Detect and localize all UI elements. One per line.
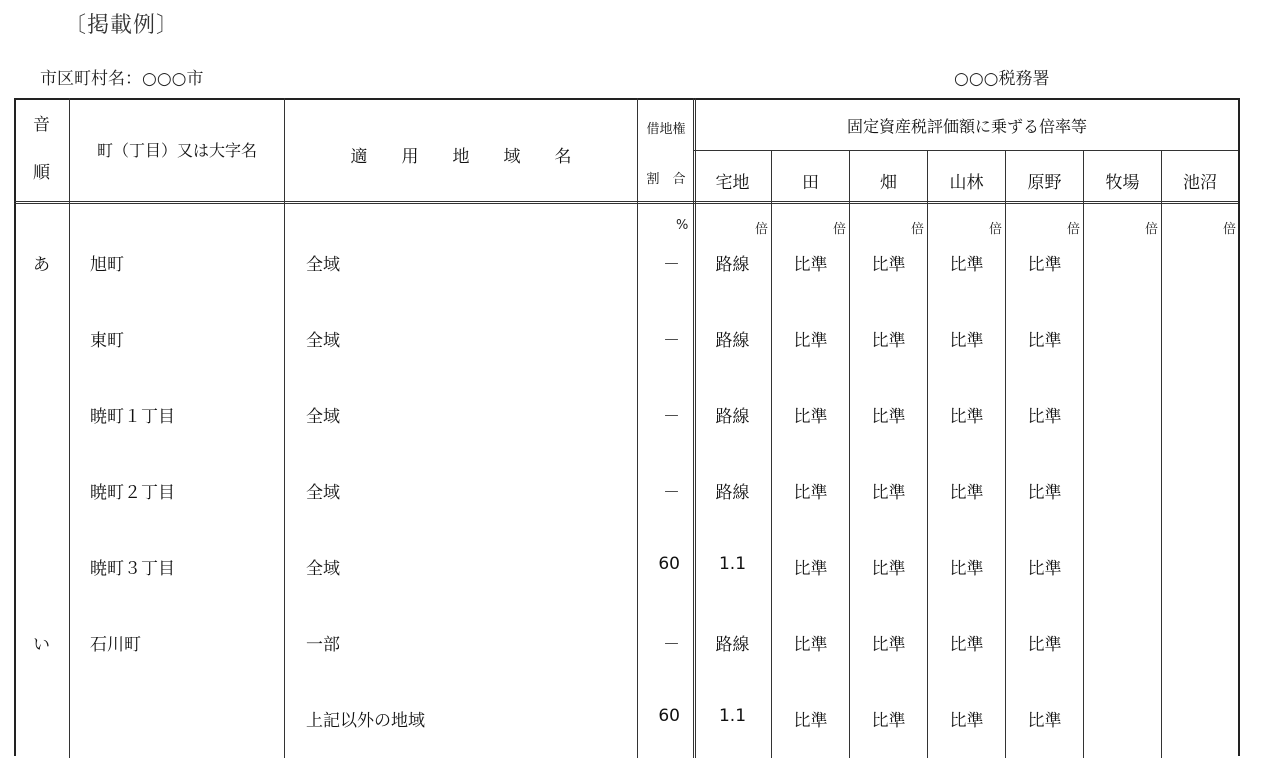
paddy-cell: 比準 [793,407,828,427]
forest-cell: 比準 [949,483,984,503]
town-cell: 東町 [90,331,124,351]
residential-cell: 路線 [715,407,750,427]
residential-cell: 路線 [715,635,750,655]
forest-cell: 比準 [949,407,984,427]
multiplier-table [14,98,1240,758]
town-cell: 石川町 [90,635,141,655]
header-multiplier-group: 固定資産税評価額に乗ずる倍率等 [846,117,1087,136]
header-col-field: 畑 [880,173,897,193]
residential-cell: 1.1 [718,706,747,726]
col-divider [69,98,70,758]
col-divider [1083,150,1084,758]
area-cell: 上記以外の地域 [306,711,425,731]
field-cell: 比準 [871,255,906,275]
unit-times: 倍 [1223,222,1237,237]
unit-times: 倍 [755,222,769,237]
header-town: 町（丁目）又は大字名 [96,141,257,160]
residential-cell: 路線 [715,255,750,275]
forest-cell: 比準 [949,255,984,275]
field-cell: 比準 [871,407,906,427]
unit-times: 倍 [989,222,1003,237]
town-cell: 暁町１丁目 [90,407,175,427]
area-cell: 全域 [306,407,340,427]
residential-cell: 路線 [715,331,750,351]
unit-times: 倍 [911,222,925,237]
col-divider [927,150,928,758]
header-leasehold-bottom: 割 合 [646,172,686,187]
field-cell: 比準 [871,559,906,579]
col-divider [637,98,638,758]
leasehold-ratio-cell: － [663,483,680,503]
paddy-cell: 比準 [793,483,828,503]
wasteland-cell: 比準 [1027,559,1062,579]
leasehold-ratio-cell: － [663,255,680,275]
wasteland-cell: 比準 [1027,635,1062,655]
forest-cell: 比準 [949,635,984,655]
header-subdivider [694,150,1238,151]
paddy-cell: 比準 [793,255,828,275]
area-cell: 全域 [306,255,340,275]
forest-cell: 比準 [949,711,984,731]
unit-percent: % [676,218,689,233]
header-col-pasture: 牧場 [1105,173,1140,193]
residential-cell: 路線 [715,483,750,503]
wasteland-cell: 比準 [1027,483,1062,503]
wasteland-cell: 比準 [1027,255,1062,275]
col-divider [693,98,696,758]
forest-cell: 比準 [949,559,984,579]
header-col-paddy: 田 [802,173,819,193]
kana-cell: あ [33,255,50,275]
town-cell: 旭町 [90,255,124,275]
town-cell: 暁町３丁目 [90,559,175,579]
area-cell: 全域 [306,331,340,351]
leasehold-ratio-cell: 60 [658,554,680,574]
paddy-cell: 比準 [793,331,828,351]
example-label: 〔掲載例〕 [64,13,180,38]
wasteland-cell: 比準 [1027,331,1062,351]
forest-cell: 比準 [949,331,984,351]
residential-cell: 1.1 [718,554,747,574]
leasehold-ratio-cell: － [663,331,680,351]
tax-office-label: ○○○税務署 [954,69,1050,89]
col-divider [284,98,285,758]
header-col-forest: 山林 [949,173,984,193]
paddy-cell: 比準 [793,635,828,655]
area-cell: 全域 [306,559,340,579]
header-order-top: 音 [33,115,50,135]
area-cell: 全域 [306,483,340,503]
header-order-bottom: 順 [33,163,50,183]
col-divider [771,150,772,758]
unit-times: 倍 [1067,222,1081,237]
field-cell: 比準 [871,483,906,503]
field-cell: 比準 [871,635,906,655]
field-cell: 比準 [871,711,906,731]
leasehold-ratio-cell: － [663,407,680,427]
leasehold-ratio-cell: － [663,635,680,655]
header-leasehold-top: 借地権 [646,122,686,137]
area-cell: 一部 [306,635,340,655]
table-frame [14,98,1240,756]
paddy-cell: 比準 [793,559,828,579]
wasteland-cell: 比準 [1027,711,1062,731]
unit-times: 倍 [833,222,847,237]
col-divider [1161,150,1162,758]
col-divider [849,150,850,758]
header-col-pond: 池沼 [1183,173,1217,193]
header-col-wasteland: 原野 [1027,173,1062,193]
header-divider [14,201,1238,204]
unit-times: 倍 [1145,222,1159,237]
header-col-residential: 宅地 [715,173,750,193]
leasehold-ratio-cell: 60 [658,706,680,726]
col-divider [1005,150,1006,758]
kana-cell: い [33,635,50,655]
wasteland-cell: 比準 [1027,407,1062,427]
field-cell: 比準 [871,331,906,351]
town-cell: 暁町２丁目 [90,483,175,503]
header-area: 適 用 地 域 名 [350,147,572,167]
paddy-cell: 比準 [793,711,828,731]
city-name-label: 市区町村名：○○○市 [40,69,204,89]
